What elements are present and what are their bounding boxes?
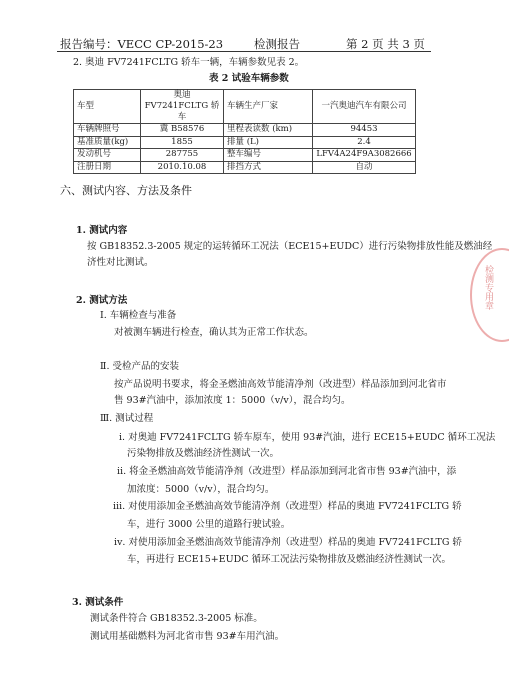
table-cell: 基准质量(kg) [74, 136, 141, 149]
table-cell: 287755 [141, 149, 224, 162]
page-number: 第 2 页 共 3 页 [346, 37, 425, 51]
section-3-body-cont: 测试用基础燃料为河北省市售 93#车用汽油。 [90, 631, 285, 642]
table-cell: 2010.10.08 [141, 161, 224, 174]
table-cell: 冀 B58576 [141, 124, 224, 137]
process-3-cont: 车，进行 3000 公里的道路行驶试验。 [127, 519, 291, 530]
section-3-body: 测试条件符合 GB18352.3-2005 标准。 [90, 613, 263, 624]
report-number: 报告编号：VECC CP-2015-23 [60, 37, 224, 51]
table-cell: 车型 [74, 90, 141, 124]
vehicle-params-table [73, 89, 416, 174]
step-ii-body-cont: 售 93#汽油中，添加浓度 1：5000（v/v），混合均匀。 [114, 395, 351, 406]
report-title: 检测报告 [254, 37, 300, 51]
section-1-body-cont: 济性对比测试。 [87, 257, 154, 268]
section-1-heading: 1. 测试内容 [76, 225, 128, 236]
table-cell: 94453 [313, 124, 416, 137]
process-4-cont: 车，再进行 ECE15+EUDC 循环工况法污染物排放及燃油经济性测试一次。 [127, 554, 452, 565]
step-iii-title: Ⅲ. 测试过程 [100, 413, 154, 424]
table-cell: LFV4A24F9A3082666 [313, 149, 416, 162]
table-title: 表 2 试验车辆参数 [209, 73, 289, 84]
header-rule [57, 51, 431, 52]
table-cell: 自动 [313, 161, 416, 174]
section-1-body: 按 GB18352.3-2005 规定的运转循环工况法（ECE15+EUDC）进行污染物排放性能及燃油经 [87, 241, 493, 252]
table-cell: 一汽奥迪汽车有限公司 [313, 90, 416, 124]
table-row [74, 161, 416, 174]
intro-line: 2. 奥迪 FV7241FCLTG 轿车一辆，车辆参数见表 2。 [73, 57, 305, 68]
table-cell: 排挡方式 [224, 161, 313, 174]
table-cell: 注册日期 [74, 161, 141, 174]
table-cell: 车辆生产厂家 [224, 90, 313, 124]
step-ii-title: Ⅱ. 受检产品的安装 [100, 361, 179, 372]
process-2: ⅱ. 将金圣燃油高效节能清净剂（改进型）样品添加到河北省市售 93#汽油中，添 [117, 466, 457, 477]
stamp-text: 检测专用章 [483, 265, 493, 310]
process-1: ⅰ. 对奥迪 FV7241FCLTG 轿车原车，使用 93#汽油，进行 ECE15+EUDC 循环工况法 [119, 432, 496, 443]
step-i-title: Ⅰ. 车辆检查与准备 [100, 310, 177, 321]
process-3: ⅲ. 对使用添加金圣燃油高效节能清净剂（改进型）样品的奥迪 FV7241FCLTG 轿 [113, 501, 462, 512]
process-2-cont: 加浓度：5000（v/v），混合均匀。 [127, 484, 275, 495]
step-ii-body: 按产品说明书要求，将金圣燃油高效节能清净剂（改进型）样品添加到河北省市 [114, 379, 447, 390]
section-3-heading: 3. 测试条件 [72, 597, 124, 608]
section-2-heading: 2. 测试方法 [76, 295, 128, 306]
table-cell: 奥迪 FV7241FCLTG 轿车 [141, 90, 224, 124]
step-i-body: 对被测车辆进行检查，确认其为正常工作状态。 [114, 327, 314, 338]
section-6-heading: 六、测试内容、方法及条件 [60, 184, 192, 197]
table-cell: 里程表读数 (km) [224, 124, 313, 137]
table-cell: 发动机号 [74, 149, 141, 162]
table-row [74, 124, 416, 137]
table-cell: 2.4 [313, 136, 416, 149]
table-row [74, 136, 416, 149]
table-row [74, 149, 416, 162]
table-cell: 排量 (L) [224, 136, 313, 149]
table-cell: 整车编号 [224, 149, 313, 162]
process-1-cont: 污染物排放及燃油经济性测试一次。 [127, 448, 280, 459]
process-4: ⅳ. 对使用添加金圣燃油高效节能清净剂（改进型）样品的奥迪 FV7241FCLTG 轿 [114, 537, 462, 548]
table-cell: 1855 [141, 136, 224, 149]
table-row [74, 90, 416, 124]
table-cell: 车辆牌照号 [74, 124, 141, 137]
